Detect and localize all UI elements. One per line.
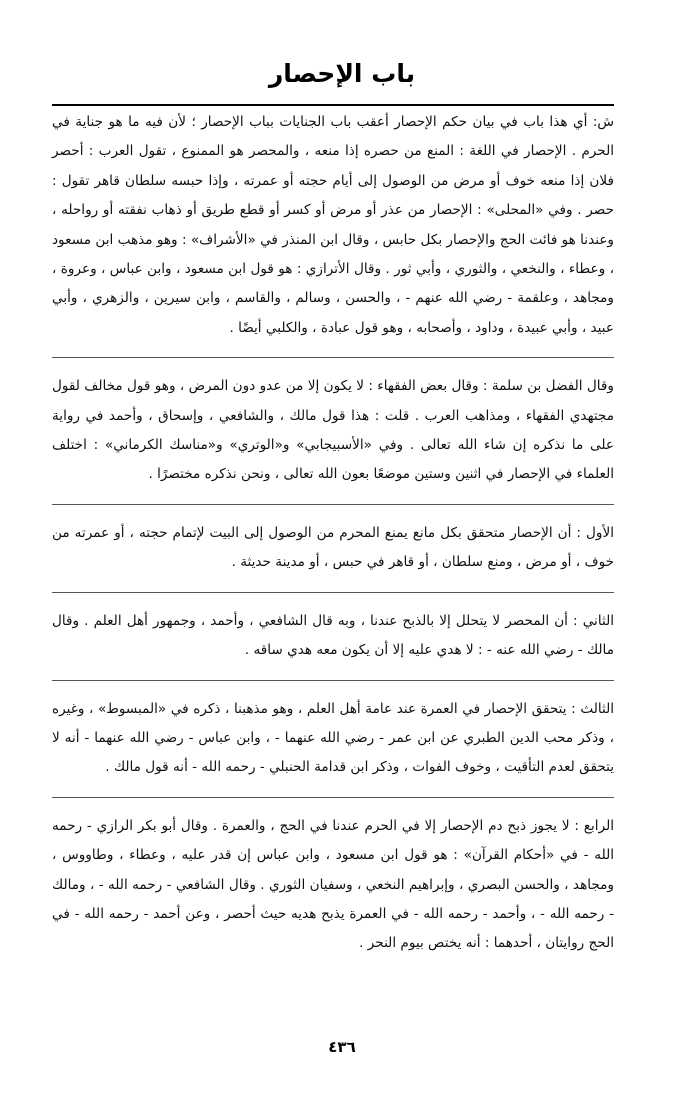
paragraph-third: الثالث : يتحقق الإحصار في العمرة عند عامة أهل العلم ، وهو مذهبنا ، ذكره في «المبسوط» ، وغيره ، وذكر محب الدين الطبري عن ابن عمر - رضي الله عنهما - ، وابن عباس - رضي الله عنهما - أنه لا يتحقق لعدم التأقيت ، وخوف الفوات ، وذكر ابن قدامة الحنبلي - رحمه الله - أنه قول مالك .	[52, 700, 614, 776]
title-divider	[52, 104, 614, 106]
body-text	[52, 108, 614, 959]
paragraph-divider	[52, 680, 614, 681]
paragraph-divider	[52, 797, 614, 798]
paragraph-second: الثاني : أن المحصر لا يتحلل إلا بالذبح عندنا ، وبه قال الشافعي ، وأحمد ، وجمهور أهل العلم . وقال مالك - رضي الله عنه - : لا هدي عليه إلا أن يكون معه هدي ساقه .	[52, 612, 614, 659]
paragraph-divider	[52, 592, 614, 593]
paragraph-divider	[52, 504, 614, 505]
paragraph-fourth: الرابع : لا يجوز ذبح دم الإحصار إلا في الحرم عندنا في الحج ، والعمرة . وقال أبو بكر الرازي - رحمه الله - في «أحكام القرآن» : هو قول ابن مسعود ، وابن عباس إن قدر عليه ، وعطاء ، وطاووس ، ومجاهد ، والحسن البصري ، وإبراهيم النخعي ، وسفيان الثوري . وقال الشافعي - رحمه الله - ، ومالك - رحمه الله - ، وأحمد - رحمه الله - في العمرة يذبح هديه حيث أحصر ، وعن أحمد - رحمه الله - في الحج روايتان ، أحدهما : أنه يختص بيوم النحر .	[52, 817, 614, 952]
paragraph-divider	[52, 357, 614, 358]
page-number: ٤٣٦	[328, 1038, 356, 1056]
paragraph-first: الأول : أن الإحصار متحقق بكل مانع يمنع المحرم من الوصول إلى البيت لإتمام حجته ، أو عمرته من خوف ، أو مرض ، ومنع سلطان ، أو قاهر في حبس ، أو مدينة حديثة .	[52, 524, 614, 571]
chapter-title: باب الإحصار	[268, 59, 416, 88]
paragraph-fadl: وقال الفضل بن سلمة : وقال بعض الفقهاء : لا يكون إلا من عدو دون المرض ، وهو قول مخالف لقول مجتهدي الفقهاء ، ومذاهب العرب . قلت : هذا قول مالك ، والشافعي ، وإسحاق ، وأحمد في رواية على ما نذكره إن شاء الله تعالى . وفي «الأسبيجابي» و«الوتري» و«مناسك الكرماني» : اختلف العلماء في الإحصار في اثنين وستين موضعًا بعون الله تعالى ، ونحن نذكره مختصرًا .	[52, 378, 614, 483]
paragraph-intro: ش: أي هذا باب في بيان حكم الإحصار أعقب باب الجنايات بباب الإحصار ؛ لأن فيه ما هو جناية في الحرم . الإحصار في اللغة : المنع من حصره إذا منعه ، والمحصر هو الممنوع ، تقول العرب : أحصر فلان إذا منعه خوف أو مرض من الوصول إلى أيام حجته أو عمرته ، وإذا حبسه سلطان قاهر تقول : حصر . وفي «المحلى» : الإحصار من عذر أو مرض أو كسر أو قطع طريق أو ذهاب نفقته أو رواحله ، وعندنا هو فائت الحج والإحصار بكل حابس ، وقال ابن المنذر في «الأشراف» : وهو مذهب ابن مسعود ، وعطاء ، والنخعي ، والثوري ، وأبي ثور . وقال الأترازي : هو قول ابن مسعود ، وابن عباس ، وعروة ، ومجاهد ، وعلقمة - رضي الله عنهم - ، والحسن ، وسالم ، والقاسم ، وابن سيرين ، والزهري ، وأبي عبيد ، وأبي عبيدة ، وداود ، وأصحابه ، وهو قول عبادة ، والكلبي أيضًا .	[52, 114, 614, 336]
